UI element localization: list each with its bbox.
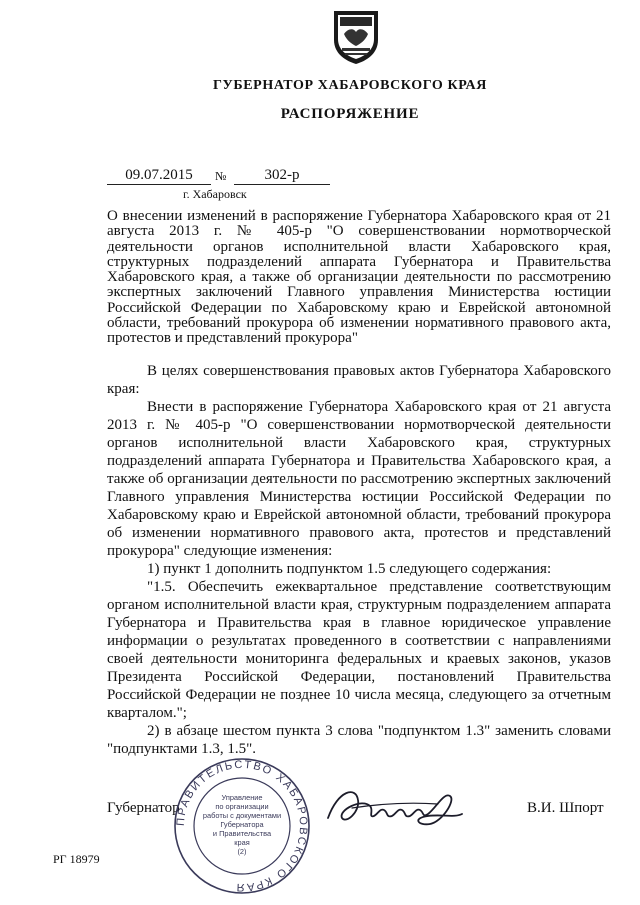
document-type: РАСПОРЯЖЕНИЕ: [280, 106, 420, 122]
body-paragraph-intro: В целях совершенствования правовых актов Губернатора Хабаровского края:: [107, 363, 611, 397]
stamp-ring-text: ПРАВИТЕЛЬСТВО ХАБАРОВСКОГО КРАЯ: [174, 758, 310, 894]
signatory-title: Губернатор: [107, 800, 180, 816]
svg-text:и Правительства: и Правительства: [212, 829, 272, 838]
svg-text:края: края: [234, 838, 250, 847]
document-city: г. Хабаровск: [183, 187, 247, 201]
document-number: 302-р: [234, 166, 330, 185]
body-paragraph-main: Внести в распоряжение Губернатора Хабаровского края от 21 августа 2013 г. № 405-р "О совершенствовании нормотворческой деятельности органов исполнительной власти Хабаровского края, структурных подразделений аппарата Губернатора и Правительства Хабаровского края, а также об организации деятельности по рассмотрению экспертных заключений Главного управления Министерства юстиции Российской Федерации по Хабаровскому краю и Еврейской автономной области, требований прокурора об изменении нормативного правового акта, протестов и представлений прокурора" следующие изменения:: [107, 399, 611, 559]
body-paragraph-quote: "1.5. Обеспечить ежеквартальное представление соответствующим органом исполнительной власти края, структурным подразделением аппарата Губернатора и Правительства края в главное юридическое управление информации о результатах проведенного в соответствии с направлениями своей деятельности мониторинга федеральных и краевых законов, указов Президента Российской Федерации, постановлений Правительства Российской Федерации не позднее 10 числа месяца, следующего за отчетным кварталом.";: [107, 579, 611, 721]
document-date: 09.07.2015: [107, 166, 211, 185]
svg-text:(2): (2): [237, 847, 247, 856]
signatory-name: В.И. Шпорт: [527, 800, 604, 816]
document-body: [107, 362, 611, 758]
body-paragraph-item-1: 1) пункт 1 дополнить подпунктом 1.5 следующего содержания:: [147, 561, 552, 577]
handwritten-signature-icon: [318, 778, 468, 838]
svg-text:Управление: Управление: [221, 793, 263, 802]
registration-number: РГ 18979: [53, 852, 100, 866]
body-paragraph-item-2: 2) в абзаце шестом пункта 3 слова "подпунктом 1.3" заменить словами "подпунктами 1.3, 1.5".: [107, 723, 611, 757]
official-stamp-icon: [172, 756, 312, 896]
document-subject: О внесении изменений в распоряжение Губернатора Хабаровского края от 21 августа 2013 г. № 405-р "О совершенствовании нормотворческой деятельности органов исполнительной власти Хабаровского края, структурных подразделений аппарата Губернатора и Правительства Хабаровского края, а также об организации деятельности по рассмотрению экспертных заключений Главного управления Министерства юстиции Российской Федерации по Хабаровскому краю и Еврейской автономной области, требований прокурора об изменении нормативного правового акта, протестов и представлений прокурора": [107, 208, 611, 347]
svg-text:работы с документами: работы с документами: [202, 811, 282, 820]
svg-text:Губернатора: Губернатора: [220, 820, 264, 829]
svg-text:по организации: по организации: [215, 802, 269, 811]
number-sign: №: [215, 169, 227, 183]
issuer-title: ГУБЕРНАТОР ХАБАРОВСКОГО КРАЯ: [213, 78, 487, 93]
regional-coat-of-arms-icon: [330, 8, 382, 66]
